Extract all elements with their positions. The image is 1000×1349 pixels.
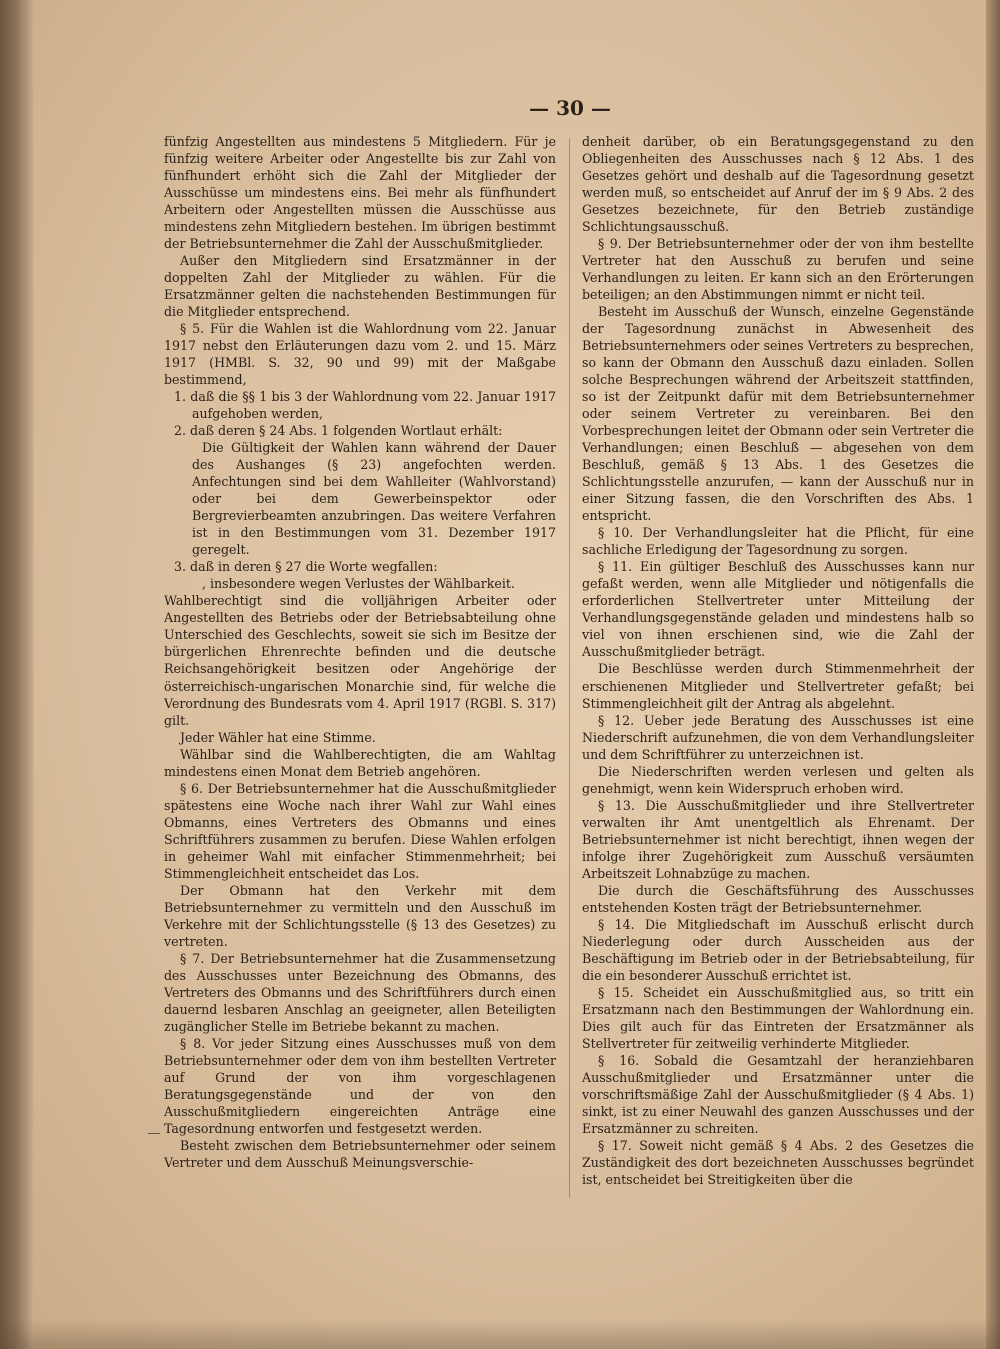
page-bottom-shadow [0,1319,1000,1349]
book-binding-left [0,0,34,1349]
paragraph: Die durch die Geschäftsführung des Ausschusses entstehenden Kosten trägt der Betriebsunternehmer. [582,882,974,915]
paragraph: § 6. Der Betriebsunternehmer hat die Ausschußmitglieder spätestens eine Woche nach ihrer Wahl zur Wahl eines Obmanns, eines Vertreters des Obmanns und eines Schriftführers zusammen zu berufen. Diese Wahlen erfolgen in geheimer Wahl mit einfacher Stimmenmehrheit; bei Stimmengleichheit entscheidet das Los. [164,780,556,881]
right-text-column [582,133,974,1188]
paragraph: § 10. Der Verhandlungsleiter hat die Pflicht, für eine sachliche Erledigung der Tagesordnung zu sorgen. [582,525,974,558]
paragraph: , insbesondere wegen Verlustes der Wählbarkeit. [202,576,515,592]
paragraph: § 13. Die Ausschußmitglieder und ihre Stellvertreter verwalten ihr Amt unentgeltlich als Ehrenamt. Der Betriebsunternehmer ist nicht berechtigt, ihnen wegen der infolge ihrer Zugehörigkeit zum Ausschuß versäumten Arbeitszeit Lohnabzüge zu machen. [582,797,974,881]
paragraph: Besteht im Ausschuß der Wunsch, einzelne Gegenstände der Tagesordnung zunächst in Abwesenheit des Betriebsunternehmers oder seines Vertreters zu besprechen, so kann der Obmann den Ausschuß dazu einladen. Sollen solche Besprechungen während der Arbeitszeit stattfinden, so ist der Zeitpunkt dafür mit dem Betriebsunternehmer oder seinem Vertreter zu vereinbaren. Bei den Vorbesprechungen leitet der Obmann oder sein Vertreter die Verhandlungen; einen Beschluß — abgesehen von dem Beschluß, gemäß § 13 Abs. 1 des Gesetzes die Schlichtungsstelle anzurufen, — kann der Ausschuß nur in einer Sitzung fassen, die den Vorschriften des Abs. 1 entspricht. [582,304,974,524]
paragraph: 1. daß die §§ 1 bis 3 der Wahlordnung vom 22. Januar 1917 aufgehoben werden, [174,389,556,422]
paragraph: Jeder Wähler hat eine Stimme. [180,729,376,745]
paragraph: § 7. Der Betriebsunternehmer hat die Zusammensetzung des Ausschusses unter Bezeichnung des Obmanns, des Vertreters des Obmanns und des Schriftführers durch einen dauernd lesbaren Anschlag an geeigneter, allen Beteiligten zugänglicher Stelle im Betriebe bekannt zu machen. [164,950,556,1034]
paragraph: Die Niederschriften werden verlesen und gelten als genehmigt, wenn kein Widerspruch erhoben wird. [582,763,974,796]
paragraph: 2. daß deren § 24 Abs. 1 folgenden Wortlaut erhält: [174,423,503,439]
paragraph: Wählbar sind die Wahlberechtigten, die am Wahltag mindestens einen Monat dem Betrieb angehören. [164,746,556,779]
paragraph: 3. daß in deren § 27 die Worte wegfallen: [174,559,438,575]
paragraph: Wahlberechtigt sind die volljährigen Arbeiter oder Angestellten des Betriebs oder der Betriebsabteilung ohne Unterschied des Geschlechts, soweit sie sich im Besitze der bürgerlichen Ehrenrechte befinden und die deutsche Reichsangehörigkeit besitzen oder Angehörige der österreichisch-ungarischen Monarchie sind, für welche die Verordnung des Bundesrats vom 4. April 1917 (RGBl. S. 317) gilt. [164,593,556,728]
paragraph: § 5. Für die Wahlen ist die Wahlordnung vom 22. Januar 1917 nebst den Erläuterungen dazu vom 2. und 15. März 1917 (HMBl. S. 32, 90 und 99) mit der Maßgabe bestimmend, [164,321,556,388]
paragraph: § 9. Der Betriebsunternehmer oder der von ihm bestellte Vertreter hat den Ausschuß zu berufen und seine Verhandlungen zu leiten. Er kann sich an den Erörterungen beteiligen; an den Abstimmungen nimmt er nicht teil. [582,236,974,303]
book-binding-right [986,0,1000,1349]
page-number: — 30 — [529,96,611,120]
paragraph: Die Gültigkeit der Wahlen kann während der Dauer des Aushanges (§ 23) angefochten werden. Anfechtungen sind bei dem Wahlleiter (Wahlvorstand) oder bei dem Gewerbeinspektor oder Bergrevierbeamten anzubringen. Das weitere Verfahren ist in den Bestimmungen vom 31. Dezember 1917 geregelt. [192,440,556,558]
paragraph: Die Beschlüsse werden durch Stimmenmehrheit der erschienenen Mitglieder und Stellvertreter gefaßt; bei Stimmengleichheit gilt der Antrag als abgelehnt. [582,661,974,711]
paragraph: Außer den Mitgliedern sind Ersatzmänner in der doppelten Zahl der Mitglieder zu wählen. Für die Ersatzmänner gelten die nachstehenden Bestimmungen für die Mitglieder entsprechend. [164,253,556,320]
paragraph: § 17. Soweit nicht gemäß § 4 Abs. 2 des Gesetzes die Zuständigkeit des dort bezeichneten Ausschusses begründet ist, entscheidet bei Streitigkeiten über die [582,1137,974,1187]
paragraph: denheit darüber, ob ein Beratungsgegenstand zu den Obliegenheiten des Ausschusses nach § 12 Abs. 1 des Gesetzes gehört und deshalb auf die Tagesordnung gesetzt werden muß, so entscheidet auf Anruf der im § 9 Abs. 2 des Gesetzes bezeichnete, für den Betrieb zuständige Schlichtungsausschuß. [582,134,974,235]
paragraph: Der Obmann hat den Verkehr mit dem Betriebsunternehmer zu vermitteln und den Ausschuß im Verkehre mit der Schlichtungsstelle (§ 13 des Gesetzes) zu vertreten. [164,882,556,949]
paragraph: fünfzig Angestellten aus mindestens 5 Mitgliedern. Für je fünfzig weitere Arbeiter oder Angestellte bis zur Zahl von fünfhundert erhöht sich die Zahl der Mitglieder der Ausschüsse um mindestens eins. Bei mehr als fünfhundert Arbeitern oder Angestellten müssen die Ausschüsse aus mindestens zehn Mitgliedern bestehen. Im übrigen bestimmt der Betriebsunternehmer die Zahl der Ausschußmitglieder. [164,134,556,252]
paragraph: § 11. Ein gültiger Beschluß des Ausschusses kann nur gefaßt werden, wenn alle Mitglieder und nötigenfalls die erforderlichen Stellvertreter unter Mitteilung der Verhandlungsgegenstände geladen und mindestens halb so viel von ihnen erschienen sind, wie die Zahl der Ausschußmitglieder beträgt. [582,559,974,660]
column-divider [569,138,570,1198]
paragraph: § 12. Ueber jede Beratung des Ausschusses ist eine Niederschrift aufzunehmen, die von dem Verhandlungsleiter und dem Schriftführer zu unterzeichnen ist. [582,712,974,762]
paragraph: § 16. Sobald die Gesamtzahl der heranziehbaren Ausschußmitglieder und Ersatzmänner unter die vorschriftsmäßige Zahl der Ausschußmitglieder (§ 4 Abs. 1) sinkt, ist zu einer Neuwahl des ganzen Ausschusses und der Ersatzmänner zu schreiten. [582,1052,974,1136]
left-text-column [164,133,556,1171]
paragraph: § 8. Vor jeder Sitzung eines Ausschusses muß von dem Betriebsunternehmer oder dem von ihm bestellten Vertreter auf Grund der von ihm vorgeschlagenen Beratungsgegenstände und der von den Ausschußmitgliedern eingereichten Anträge eine Tagesordnung entworfen und festgesetzt werden. [164,1035,556,1136]
paragraph: § 14. Die Mitgliedschaft im Ausschuß erlischt durch Niederlegung oder durch Ausscheiden aus der Beschäftigung im Betrieb oder in der Betriebsabteilung, für die ein besonderer Ausschuß errichtet ist. [582,916,974,983]
margin-pencil-mark [148,1133,160,1134]
paragraph: § 15. Scheidet ein Ausschußmitglied aus, so tritt ein Ersatzmann nach den Bestimmungen der Wahlordnung ein. Dies gilt auch für das Eintreten der Ersatzmänner als Stellvertreter für zeitweilig verhinderte Mitglieder. [582,984,974,1051]
paragraph: Besteht zwischen dem Betriebsunternehmer oder seinem Vertreter und dem Ausschuß Meinungsverschie- [164,1137,556,1170]
